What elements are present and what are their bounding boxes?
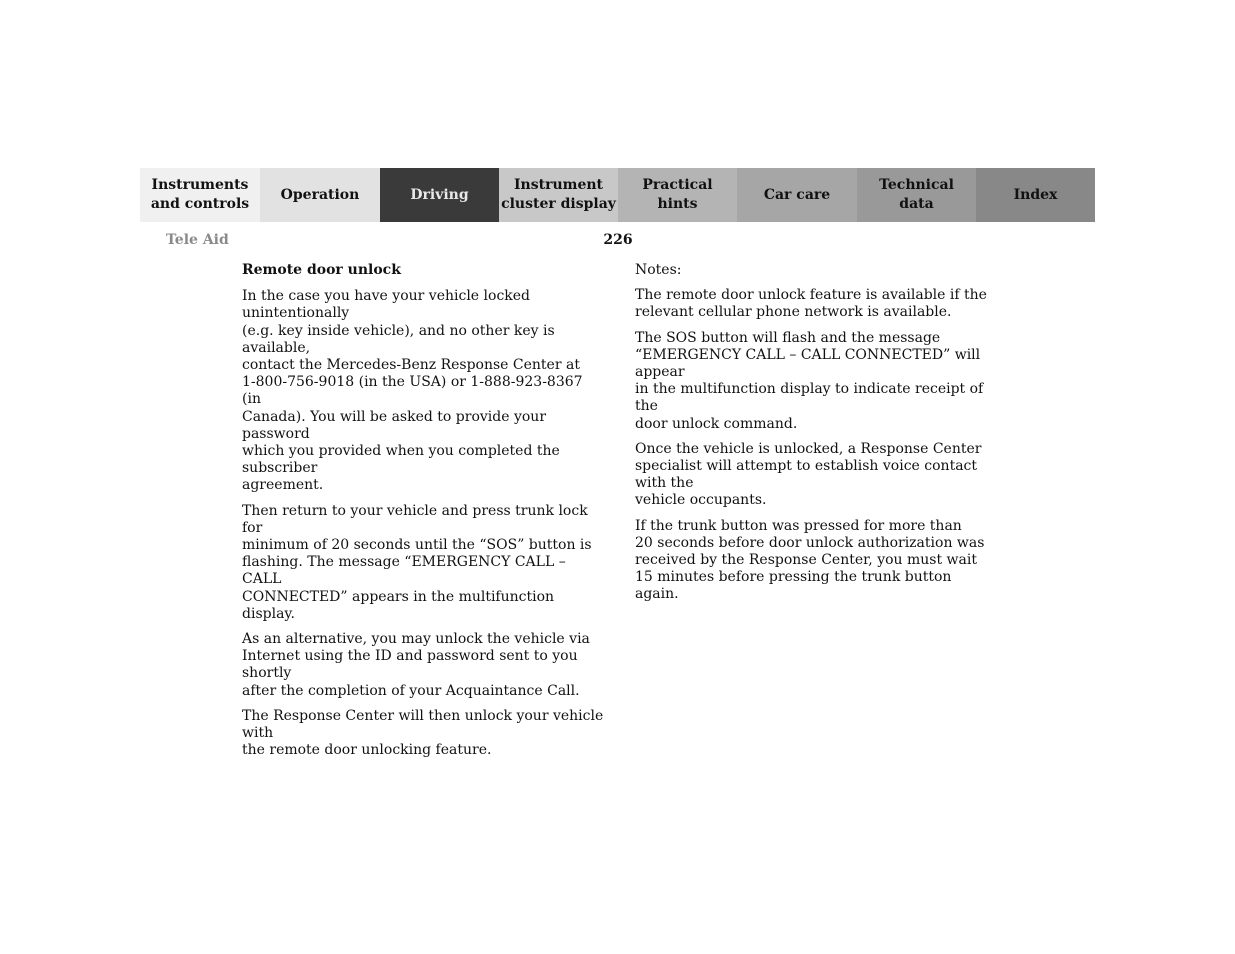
note-paragraph: If the trunk button was pressed for more than 20 seconds before door unlock authorization was received by the Response Center, you must wait 15 minutes before pressing the trunk button again. <box>635 517 985 603</box>
tab-label: Technical data <box>879 177 954 212</box>
tab-label: Instrument cluster display <box>501 177 616 212</box>
paragraph: In the case you have your vehicle locked unintentionally (e.g. key inside vehicle), and no other key is available, contact the Mercedes-Benz Response Center at 1-800-756-9018 (in the USA) or 1-888-923-8367 (in Canada). You will be asked to provide your password which you provided when you completed the subscriber agreement. <box>242 288 583 494</box>
chapter-tab-bar <box>140 168 1095 222</box>
tab-label: Car care <box>763 186 831 203</box>
tab-car-care[interactable] <box>737 168 857 222</box>
tab-label: Practical hints <box>642 177 713 212</box>
tab-instruments-and-controls[interactable] <box>140 168 260 222</box>
tab-operation[interactable] <box>260 168 380 222</box>
section-label: Tele Aid <box>166 232 229 248</box>
tab-instrument-cluster-display[interactable] <box>499 168 618 222</box>
right-column <box>635 262 997 612</box>
note-paragraph: Once the vehicle is unlocked, a Response Center specialist will attempt to establish voice contact with the vehicle occupants. <box>635 440 982 509</box>
tab-technical-data[interactable] <box>857 168 976 222</box>
section-heading: Remote door unlock <box>242 262 401 278</box>
paragraph: As an alternative, you may unlock the vehicle via Internet using the ID and password sent to you shortly after the completion of your Acquaintance Call. <box>242 631 590 699</box>
tab-practical-hints[interactable] <box>618 168 737 222</box>
tab-label: Instruments and controls <box>150 177 250 212</box>
left-column <box>242 262 604 767</box>
note-paragraph: The SOS button will flash and the message “EMERGENCY CALL – CALL CONNECTED” will appear in the multifunction display to indicate receipt of the door unlock command. <box>635 329 984 432</box>
paragraph: Then return to your vehicle and press trunk lock for minimum of 20 seconds until the “SOS” button is flashing. The message “EMERGENCY CALL – CALL CONNECTED” appears in the multifunction display. <box>242 502 592 622</box>
notes-label: Notes: <box>635 262 682 278</box>
tab-label: Operation <box>280 186 360 203</box>
tab-index[interactable] <box>976 168 1095 222</box>
tab-driving[interactable] <box>380 168 499 222</box>
paragraph: The Response Center will then unlock your vehicle with the remote door unlocking feature. <box>242 707 604 759</box>
page-number: 226 <box>603 232 633 248</box>
tab-label: Driving <box>410 186 469 203</box>
tab-label: Index <box>1013 186 1058 203</box>
note-paragraph: The remote door unlock feature is available if the relevant cellular phone network is available. <box>635 287 987 321</box>
